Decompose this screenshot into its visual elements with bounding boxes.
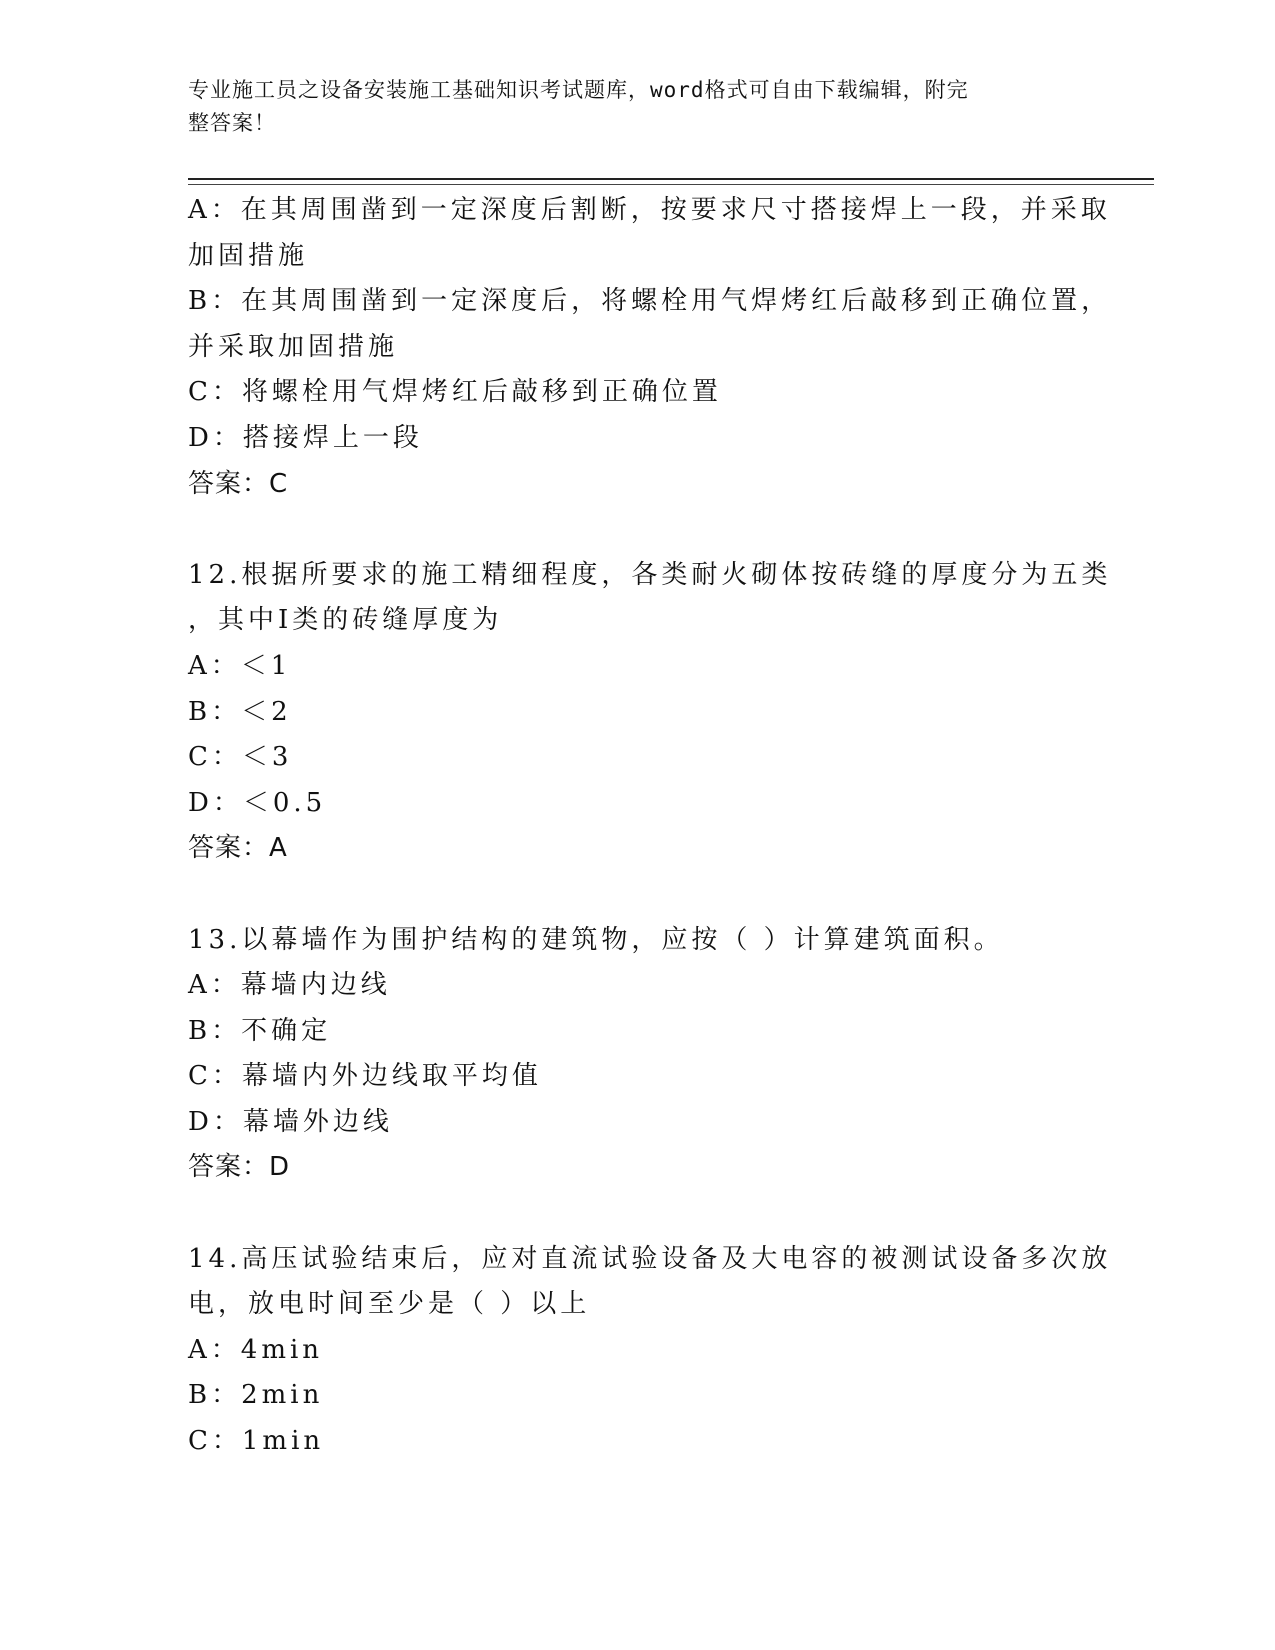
- option-b: B：不确定: [188, 1015, 332, 1046]
- question-stem-line-1: 12.根据所要求的施工精细程度，各类耐火砌体按砖缝的厚度分为五类: [188, 559, 1112, 590]
- question-stem-line-2: 电，放电时间至少是（ ）以上: [188, 1289, 591, 1320]
- option-b-line-1: B：在其周围凿到一定深度后，将螺栓用气焊烤红后敲移到正确位置，: [188, 286, 1112, 317]
- spacer: [188, 872, 1088, 918]
- header-line-1: 专业施工员之设备安装施工基础知识考试题库，word格式可自由下载编辑，附完: [188, 78, 969, 102]
- option-d: D：搭接焊上一段: [188, 422, 423, 453]
- option-b-line-2: 并采取加固措施: [188, 331, 399, 362]
- question-12: [188, 553, 1112, 872]
- option-b: B：2min: [188, 1380, 324, 1411]
- option-a: A：＜1: [188, 650, 292, 681]
- question-stem-line-2: ，其中Ⅰ类的砖缝厚度为: [188, 605, 503, 636]
- header-line-2: 整答案！: [188, 111, 276, 135]
- option-c: C：1min: [188, 1426, 325, 1457]
- header-divider-thin: [188, 184, 1154, 185]
- answer-label: 答案：A: [188, 833, 288, 864]
- option-b: B：＜2: [188, 696, 292, 727]
- option-d: D：＜0.5: [188, 787, 327, 818]
- question-13: [188, 918, 1088, 1192]
- option-a-line-2: 加固措施: [188, 240, 309, 271]
- option-c: C：将螺栓用气焊烤红后敲移到正确位置: [188, 377, 722, 408]
- spacer: [188, 507, 1088, 553]
- option-c: C：＜3: [188, 742, 293, 773]
- question-stem-line-1: 14.高压试验结束后，应对直流试验设备及大电容的被测试设备多次放: [188, 1243, 1112, 1274]
- option-a: A：幕墙内边线: [188, 970, 391, 1001]
- question-11-options: [188, 188, 1112, 507]
- question-stem: 13.以幕墙作为围护结构的建筑物，应按（ ）计算建筑面积。: [188, 924, 1004, 955]
- document-header: [188, 74, 1088, 140]
- option-a-line-1: A：在其周围凿到一定深度后割断，按要求尺寸搭接焊上一段，并采取: [188, 195, 1111, 225]
- answer-label: 答案：C: [188, 468, 289, 499]
- option-c: C：幕墙内外边线取平均值: [188, 1061, 542, 1092]
- spacer: [188, 1191, 1088, 1237]
- option-a: A：4min: [188, 1334, 324, 1365]
- question-content: [188, 188, 1112, 1465]
- option-d: D：幕墙外边线: [188, 1106, 393, 1137]
- header-divider-thick: [188, 178, 1154, 180]
- answer-label: 答案：D: [188, 1152, 291, 1183]
- question-14: [188, 1237, 1112, 1465]
